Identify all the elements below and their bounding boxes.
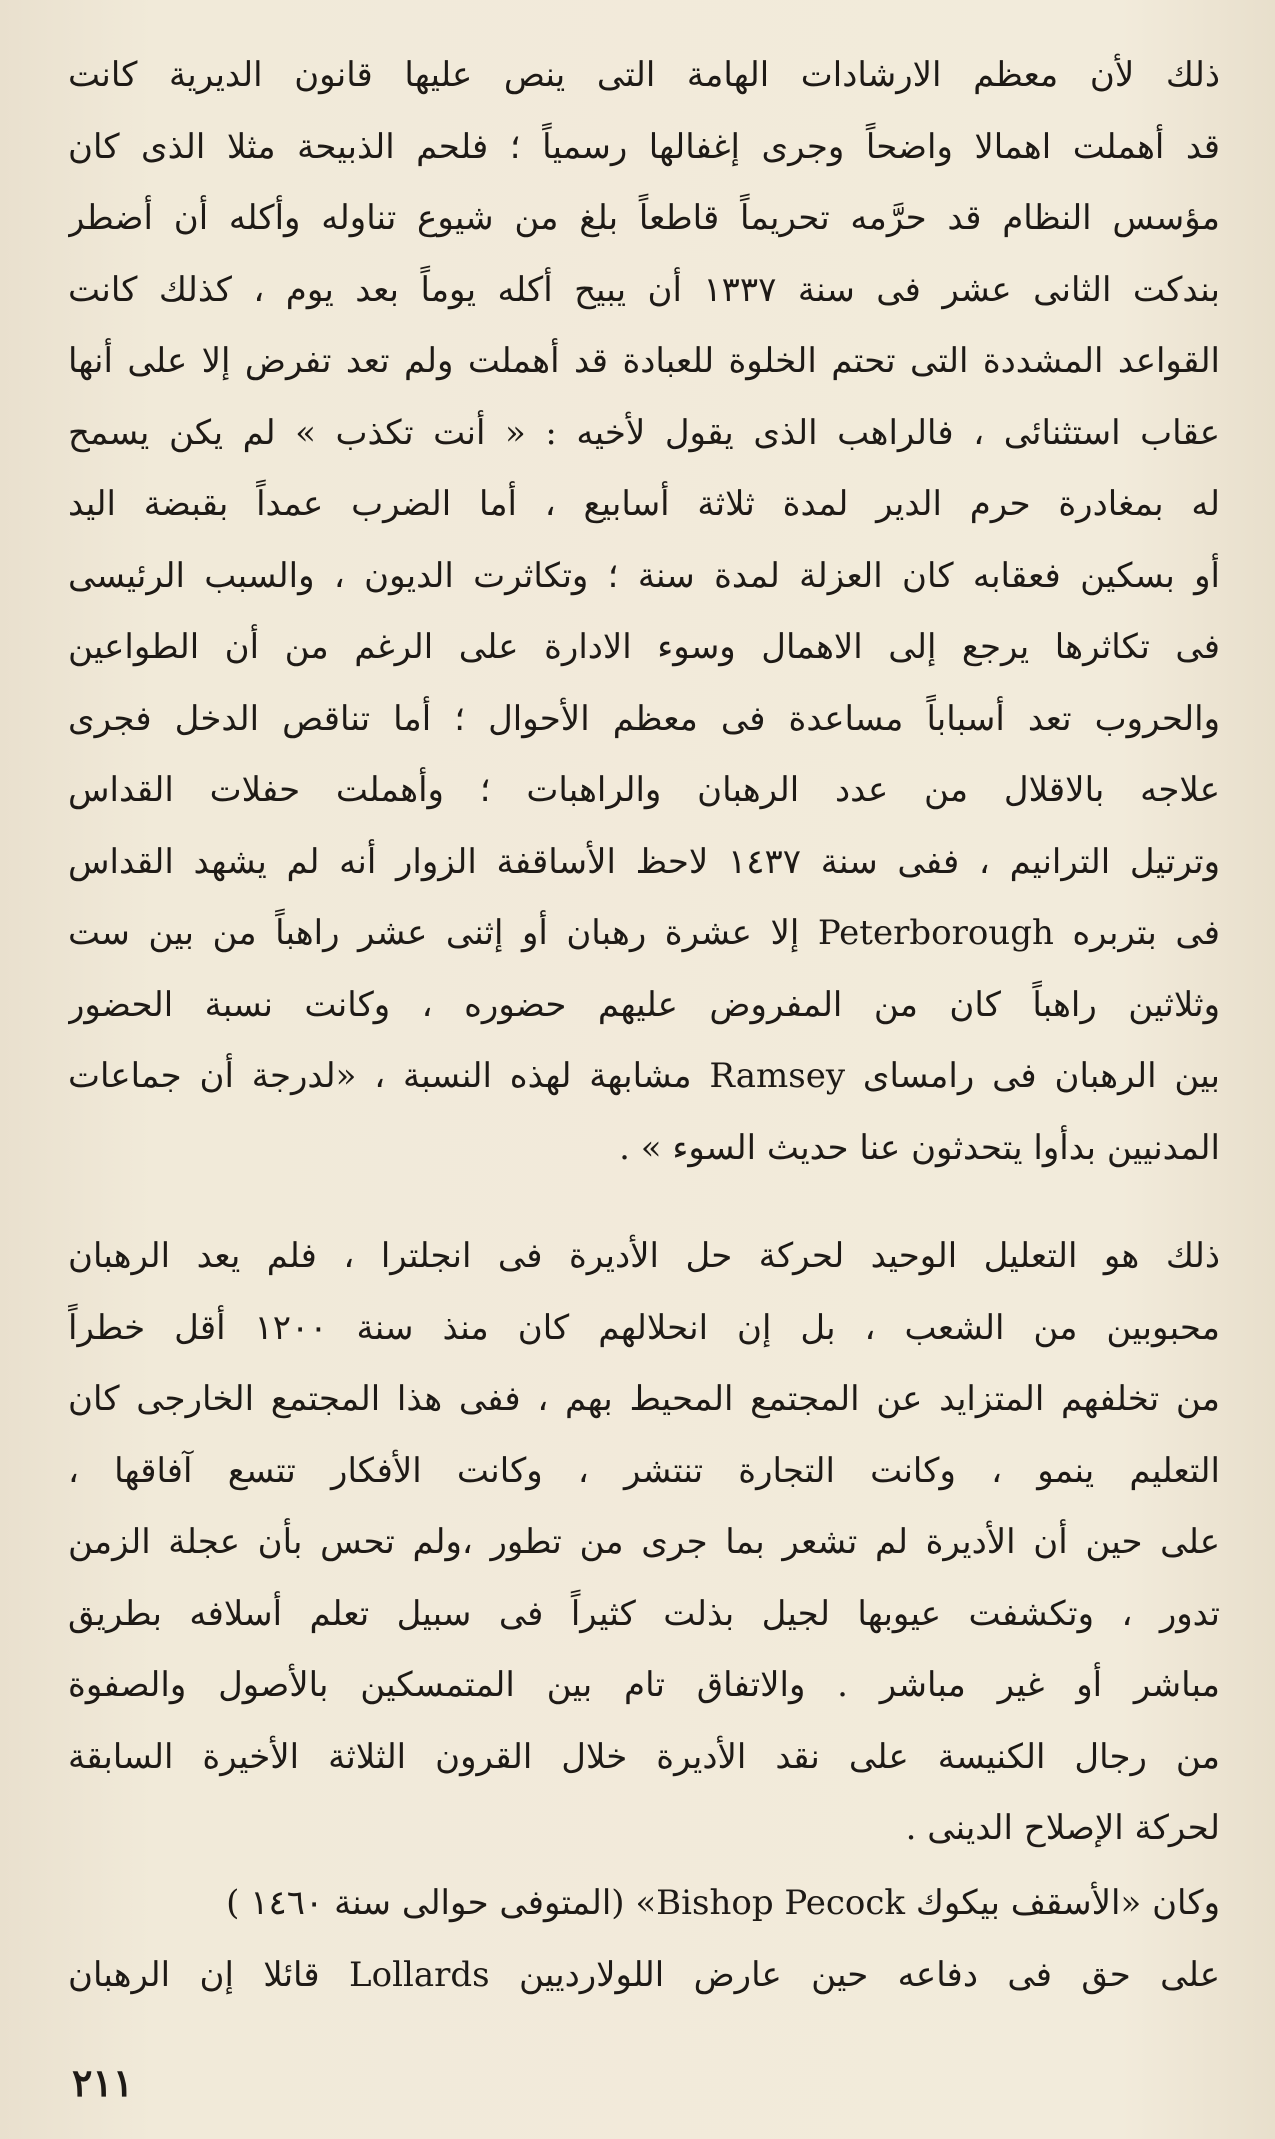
text-line: على حين أن الأديرة لم تشعر بما جرى من تطور ،ولم تحس بأن عجلة الزمن <box>68 1522 1220 1562</box>
text-line: وترتيل الترانيم ، ففى سنة ١٤٣٧ لاحظ الأساقفة الزوار أنه لم يشهد القداس <box>68 841 1220 882</box>
paragraph-2 <box>68 1221 1220 1865</box>
text-line: من رجال الكنيسة على نقد الأديرة خلال القرون الثلاثة الأخيرة السابقة <box>68 1736 1220 1777</box>
paragraph-3 <box>68 1868 1220 2011</box>
text-line: وكان «الأسقف بيكوك Bishop Pecock» (المتوفى حوالى سنة ١٤٦٠ ) <box>226 1883 1220 1923</box>
text-line: مباشر أو غير مباشر . والاتفاق تام بين المتمسكين بالأصول والصفوة <box>68 1665 1220 1705</box>
text-line: القواعد المشددة التى تحتم الخلوة للعبادة قد أهملت ولم تعد تفرض إلا على أنها <box>68 341 1220 381</box>
text-line: من تخلفهم المتزايد عن المجتمع المحيط بهم ، ففى هذا المجتمع الخارجى كان <box>68 1379 1220 1419</box>
paragraph-1 <box>68 40 1220 1184</box>
text-line: بندكت الثانى عشر فى سنة ١٣٣٧ أن يبيح أكله يوماً بعد يوم ، كذلك كانت <box>68 269 1220 310</box>
text-line: محبوبين من الشعب ، بل إن انحلالهم كان منذ سنة ١٢٠٠ أقل خطراً <box>68 1307 1220 1348</box>
text-line: علاجه بالاقلال من عدد الرهبان والراهبات ؛ وأهملت حفلات القداس <box>68 770 1220 810</box>
text-line: لحركة الإصلاح الدينى . <box>905 1808 1220 1848</box>
text-line: فى تكاثرها يرجع إلى الاهمال وسوء الادارة على الرغم من أن الطواعين <box>68 627 1220 667</box>
page-number: ٢١١ <box>72 2060 134 2105</box>
text-line: فى بتربره Peterborough إلا عشرة رهبان أو إثنى عشر راهباً من بين ست <box>68 913 1220 953</box>
text-line: وثلاثين راهباً كان من المفروض عليهم حضوره ، وكانت نسبة الحضور <box>68 984 1220 1025</box>
text-line: له بمغادرة حرم الدير لمدة ثلاثة أسابيع ، أما الضرب عمداً بقبضة اليد <box>68 484 1220 524</box>
text-line: عقاب استثنائى ، فالراهب الذى يقول لأخيه : « أنت تكذب » لم يكن يسمح <box>68 412 1220 453</box>
text-line: المدنيين بدأوا يتحدثون عنا حديث السوء » . <box>619 1127 1220 1168</box>
text-line: ذلك لأن معظم الارشادات الهامة التى ينص عليها قانون الديرية كانت <box>68 55 1220 95</box>
text-line: أو بسكين فعقابه كان العزلة لمدة سنة ؛ وتكاثرت الديون ، والسبب الرئيسى <box>68 555 1220 596</box>
text-line: مؤسس النظام قد حرَّمه تحريماً قاطعاً بلغ من شيوع تناوله وأكله أن أضطر <box>68 198 1220 238</box>
text-line: والحروب تعد أسباباً مساعدة فى معظم الأحوال ؛ أما تناقص الدخل فجرى <box>68 698 1220 739</box>
text-line: تدور ، وتكشفت عيوبها لجيل بذلت كثيراً فى سبيل تعلم أسلافه بطريق <box>68 1593 1220 1634</box>
text-line: التعليم ينمو ، وكانت التجارة تنتشر ، وكانت الأفكار تتسع آفاقها ، <box>68 1450 1220 1491</box>
text-line: ذلك هو التعليل الوحيد لحركة حل الأديرة فى انجلترا ، فلم يعد الرهبان <box>68 1236 1220 1276</box>
text-line: قد أهملت اهمالا واضحاً وجرى إغفالها رسمياً ؛ فلحم الذبيحة مثلا الذى كان <box>68 126 1220 167</box>
text-line: على حق فى دفاعه حين عارض اللولارديين Lollards قائلا إن الرهبان <box>68 1954 1220 1995</box>
text-line: بين الرهبان فى رامساى Ramsey مشابهة لهذه النسبة ، «لدرجة أن جماعات <box>68 1056 1220 1096</box>
